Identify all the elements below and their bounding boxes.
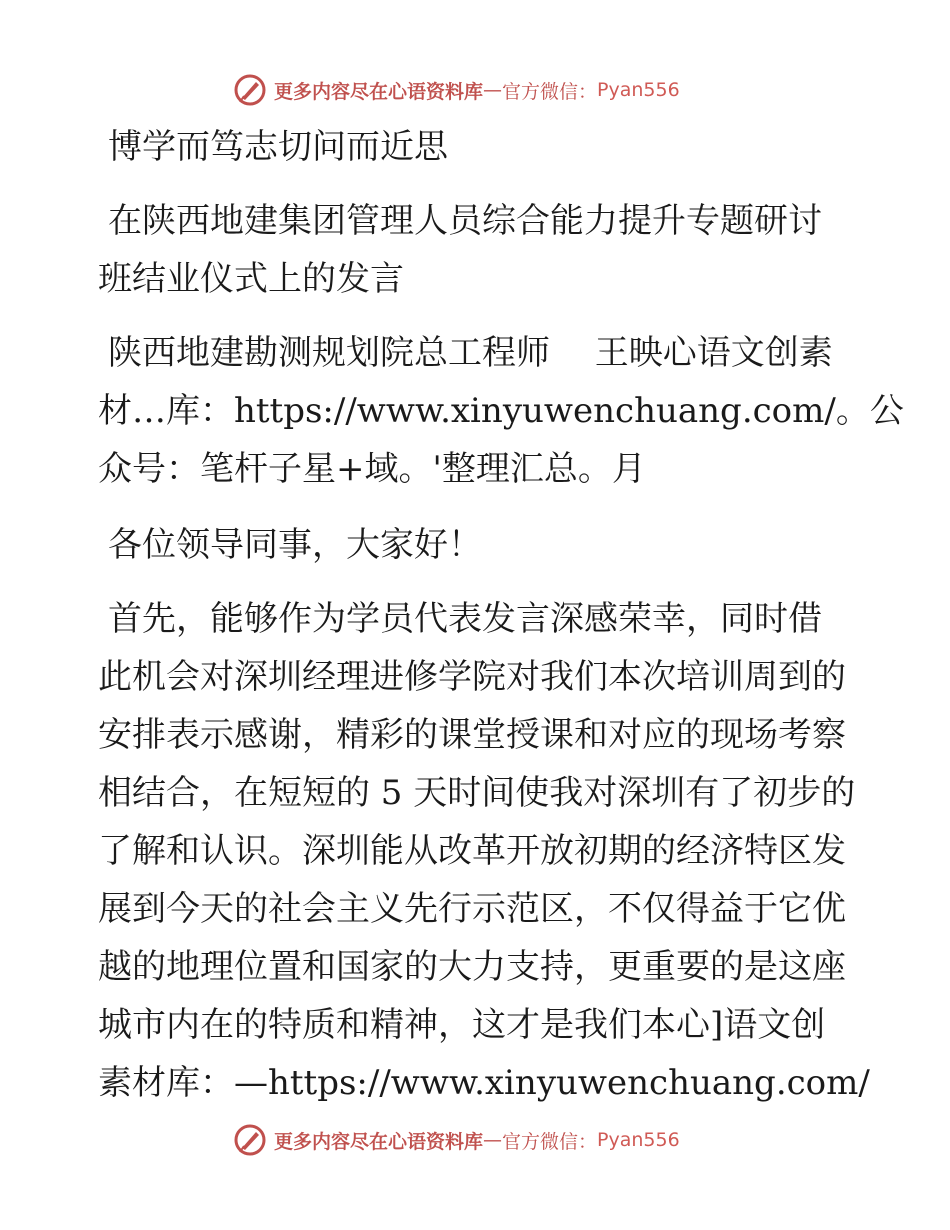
title-line: 班结业仪式上的发言: [98, 259, 404, 299]
author-line: 众号：笔杆子星+域。'整理汇总。月: [98, 449, 646, 489]
footer-watermark: [232, 1120, 680, 1160]
body-line: 城市内在的特质和精神，这才是我们本心]语文创: [98, 1005, 826, 1045]
motto-text: 博学而笃志切问而近思: [108, 127, 448, 167]
watermark-main-text: 更多内容尽在心语资料库: [274, 1130, 484, 1153]
body-line: 展到今天的社会主义先行示范区，不仅得益于它优: [98, 889, 846, 929]
greeting-text: 各位领导同事，大家好！: [108, 525, 482, 565]
quill-logo-icon: [232, 1122, 268, 1158]
watermark-dash: —: [483, 79, 503, 101]
body-line: 安排表示感谢，精彩的课堂授课和对应的现场考察: [98, 715, 846, 755]
body-line: 越的地理位置和国家的大力支持，更重要的是这座: [98, 947, 846, 987]
quill-logo-icon: [232, 72, 268, 108]
body-line: 此机会对深圳经理进修学院对我们本次培训周到的: [98, 657, 846, 697]
watermark-wechat-id: Pyan556: [597, 79, 680, 101]
body-line: 首先，能够作为学员代表发言深感荣幸，同时借: [108, 599, 822, 639]
watermark-wechat-label: 官方微信：: [502, 80, 598, 103]
author-info: [98, 324, 904, 498]
author-line: 陕西地建勘测规划院总工程师 王映心语文创素: [108, 333, 833, 373]
watermark-wechat-label: 官方微信：: [502, 1130, 598, 1153]
motto: [98, 118, 858, 176]
watermark-wechat-id: Pyan556: [597, 1129, 680, 1151]
watermark-main-text: 更多内容尽在心语资料库: [274, 80, 484, 103]
title-line: 在陕西地建集团管理人员综合能力提升专题研讨: [108, 201, 822, 241]
watermark-dash: —: [483, 1129, 503, 1151]
body-line: 素材库：—https://www.xinyuwenchuang.com/: [98, 1063, 870, 1103]
header-watermark: [232, 70, 680, 110]
author-line: 材…库：https://www.xinyuwenchuang.com/。公: [98, 391, 904, 431]
speech-title: [98, 192, 858, 308]
body-paragraph: [98, 590, 870, 1112]
body-line: 相结合，在短短的 5 天时间使我对深圳有了初步的: [98, 773, 856, 813]
body-line: 了解和认识。深圳能从改革开放初期的经济特区发: [98, 831, 846, 871]
greeting: [98, 516, 858, 574]
